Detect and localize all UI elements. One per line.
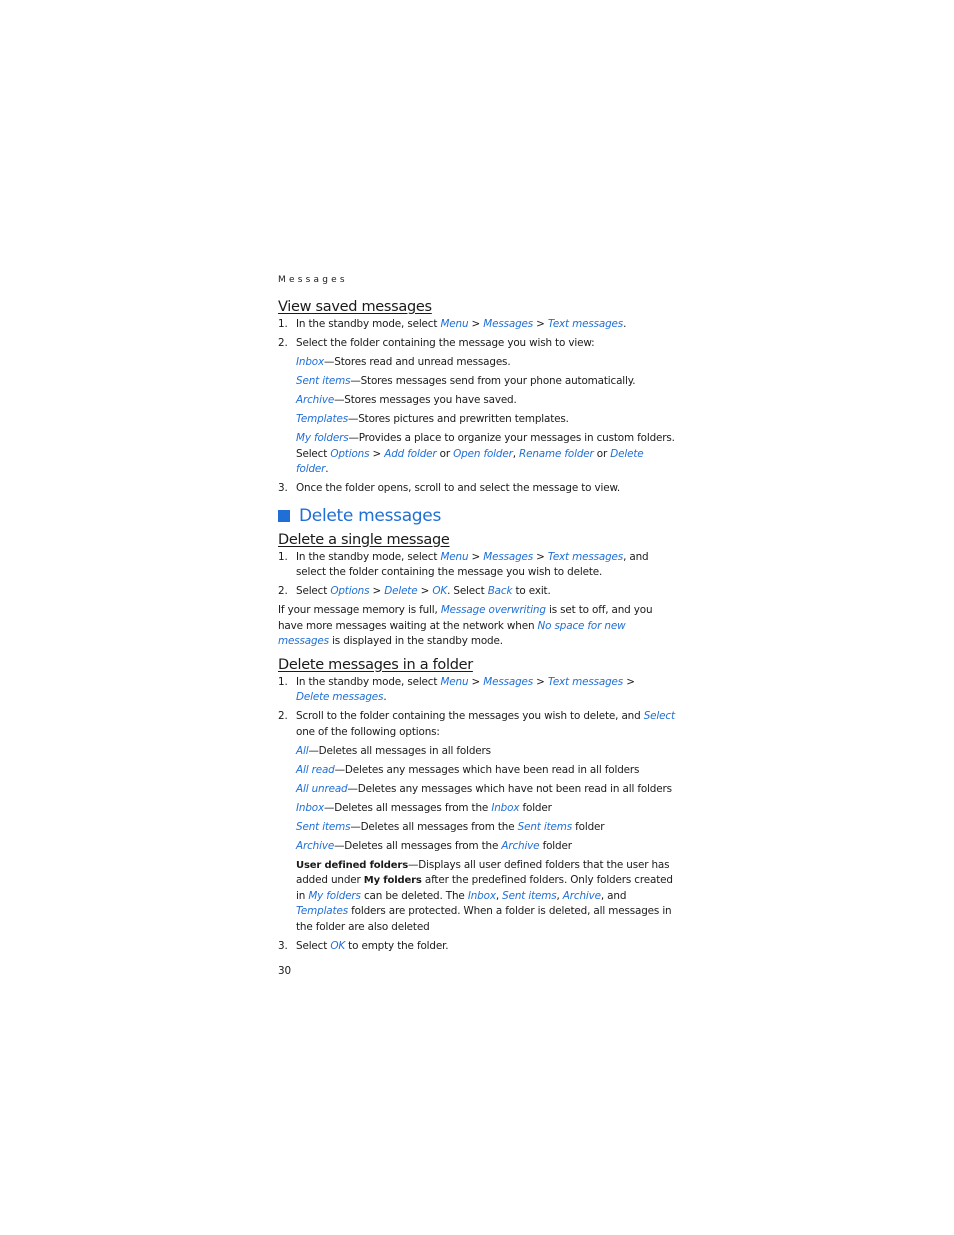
delete-single-step-2: 2. Select Options > Delete > OK. Select Back to exit. [278,585,551,597]
option-user-defined-folders: User defined folders—Displays all user defined folders that the user has added under My folders after the predefined folders. Only folders created in My folders can be deleted. The Inbox, Sent items, Archive, and Templates folders are protected. When a folder is deleted, all messages in the folder are also deleted [296,858,673,933]
delete-folder-step-3: 3. Select OK to empty the folder. [278,939,449,952]
delete-single-steps [278,550,678,600]
text-messages-link: Text messages [547,318,624,330]
option-inbox: Inbox—Stores read and unread messages. [296,356,511,368]
option-all-read: All read—Deletes any messages which have been read in all folders [296,763,640,776]
menu-link: Menu [440,318,469,330]
messages-link: Messages [483,318,534,330]
option-archive: Archive—Stores messages you have saved. [296,394,517,406]
delete-single-step-1: 1. In the standby mode, select Menu > Messages > Text messages, and select the folder containing the message you wish to delete. [278,550,649,578]
view-saved-step-3: 3. Once the folder opens, scroll to and select the message to view. [278,482,621,494]
manual-page [278,274,678,980]
view-saved-step-2: 2. Select the folder containing the message you wish to view: Inbox—Stores read and unread messages. Sent items—Stores messages send from your phone automatically. Archive—Stores messages you have saved. Templates—Stores pictures and prewritten templates. My folders—Provides a place to organize your messages in custom folders. Select Options > Add folder or Open folder, Rename folder or Delete folder. [278,336,678,478]
delete-messages-heading: Delete messages [278,505,678,527]
option-sent-items: Sent items—Stores messages send from your phone automatically. [296,375,636,387]
view-saved-heading: View saved messages [278,299,432,315]
option-archive: Archive—Deletes all messages from the Archive folder [296,839,572,852]
delete-folder-steps [278,675,678,955]
option-templates: Templates—Stores pictures and prewritten templates. [296,413,569,425]
delete-folder-step-2: 2. Scroll to the folder containing the messages you wish to delete, and Select one of the following options: All—Deletes all messages in all folders All read—Deletes any messages which have been read in all folders All unread—Deletes any messages which have not been read in all folders Inbox—Deletes all messages from the Inbox folder Sent items—Deletes all messages from the Sent items folder Archive—Deletes all messages from the Archive folder User defined folders—Displays all user defined folders that the user has added under My folders after the predefined folders. Only folders created in My folders can be deleted. The Inbox, Sent items, Archive, and Templates folders are protected. When a folder is deleted, all messages in the folder are also deleted [278,709,678,935]
option-all-unread: All unread—Deletes any messages which have not been read in all folders [296,782,672,795]
section-square-icon [278,510,290,522]
option-inbox: Inbox—Deletes all messages from the Inbox folder [296,801,552,814]
delete-single-heading: Delete a single message [278,531,450,548]
memory-full-paragraph: If your message memory is full, Message overwriting is set to off, and you have more messages waiting at the network when No space for new messages is displayed in the standby mode. [278,604,653,647]
view-saved-step-1: 1. In the standby mode, select Menu > Messages > Text messages. [278,318,627,330]
delete-folder-heading: Delete messages in a folder [278,656,473,673]
view-saved-steps [278,317,678,497]
delete-folder-step-1: 1. In the standby mode, select Menu > Messages > Text messages > Delete messages. [278,675,635,703]
page-number: 30 [278,965,291,977]
option-my-folders: My folders—Provides a place to organize your messages in custom folders. Select Options > Add folder or Open folder, Rename folder or Delete folder. [296,432,675,475]
option-all: All—Deletes all messages in all folders [296,744,491,757]
running-head: Messages [278,275,348,285]
option-sent-items: Sent items—Deletes all messages from the Sent items folder [296,820,605,833]
